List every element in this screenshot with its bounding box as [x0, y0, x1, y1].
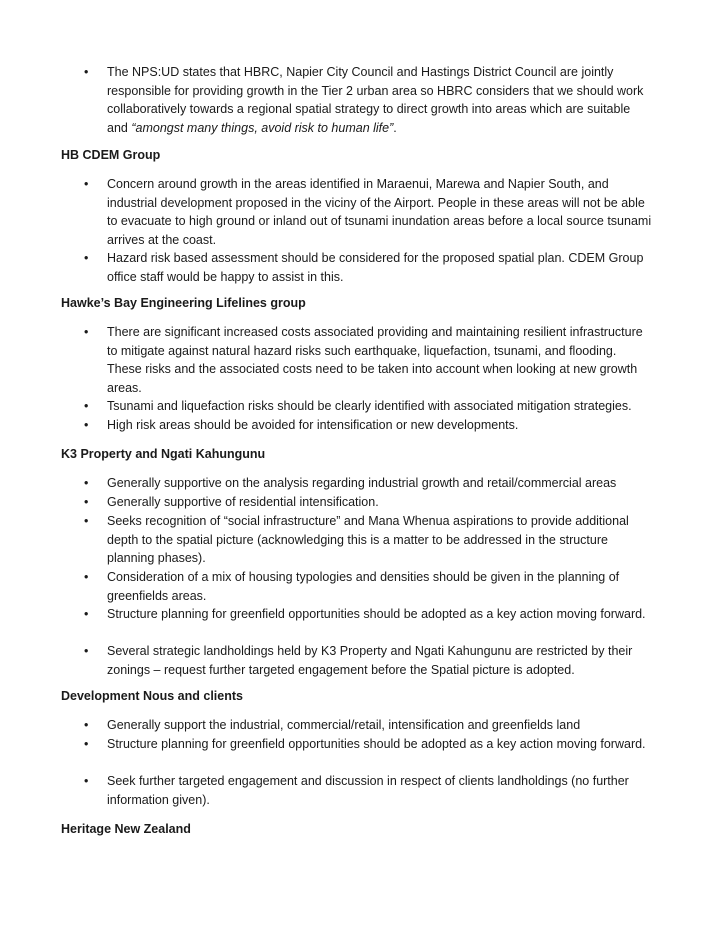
list-item-text: Hazard risk based assessment should be considered for the proposed spatial plan. CDEM Group office staff would be happy to assist in this.	[107, 251, 644, 284]
bullet-icon: •	[84, 418, 89, 432]
bullet-icon: •	[84, 65, 89, 79]
bullet-icon: •	[84, 325, 89, 339]
list-item-text: Generally supportive on the analysis regarding industrial growth and retail/commercial areas	[107, 476, 617, 490]
bullet-icon: •	[84, 644, 89, 658]
bullet-icon: •	[84, 514, 89, 528]
list-item-text: High risk areas should be avoided for intensification or new developments.	[107, 418, 519, 432]
bullet-icon: •	[84, 718, 89, 732]
list-item-text: Generally support the industrial, commercial/retail, intensification and greenfields land	[107, 718, 581, 732]
list-item-text: Several strategic landholdings held by K3 Property and Ngati Kahungunu are restricted by their zonings – request further targeted engagement before the Spatial picture is adopted.	[107, 644, 633, 677]
section-heading: HB CDEM Group	[61, 148, 161, 162]
bullet-icon: •	[84, 774, 89, 788]
list-item-text: Seek further targeted engagement and discussion in respect of clients landholdings (no further information given).	[107, 774, 629, 807]
italic-quote: “amongst many things, avoid risk to human life”	[131, 120, 394, 135]
section-heading: Heritage New Zealand	[61, 822, 191, 836]
bullet-icon: •	[84, 570, 89, 584]
list-item-text: Structure planning for greenfield opportunities should be adopted as a key action moving forward.	[107, 607, 646, 621]
list-item-text: Consideration of a mix of housing typologies and densities should be given in the planning of greenfields areas.	[107, 570, 620, 603]
list-item-text: Concern around growth in the areas identified in Maraenui, Marewa and Napier South, and industrial development proposed in the viciny of the Airport. People in these areas will not be able to evacuate to high ground or inland out of tsunami inundation areas before a local source tsunami arrives at the coast.	[107, 177, 652, 247]
bullet-icon: •	[84, 495, 89, 509]
list-item-text: The NPS:UD states that HBRC, Napier City Council and Hastings District Council are jointly responsible for providing growth in the Tier 2 urban area so HBRC considers that we should work collaboratively towards a regional spatial strategy to direct growth into areas which are suitable and “amongst many things, avoid risk to human life”.	[107, 65, 644, 135]
list-item-text: Seeks recognition of “social infrastructure” and Mana Whenua aspirations to provide additional depth to the spatial picture (acknowledging this is a matter to be addressed in the structure planning phases).	[107, 514, 629, 566]
section-heading: Development Nous and clients	[61, 689, 243, 703]
list-item-text: There are significant increased costs associated providing and maintaining resilient infrastructure to mitigate against natural hazard risks such earthquake, liquefaction, tsunami, and flooding. These risks and the associated costs need to be taken into account when looking at new growth areas.	[107, 325, 643, 395]
bullet-icon: •	[84, 251, 89, 265]
list-item-text: Generally supportive of residential intensification.	[107, 495, 379, 509]
bullet-icon: •	[84, 607, 89, 621]
list-item-text: Tsunami and liquefaction risks should be clearly identified with associated mitigation strategies.	[107, 399, 632, 413]
bullet-icon: •	[84, 399, 89, 413]
bullet-icon: •	[84, 177, 89, 191]
section-heading: K3 Property and Ngati Kahungunu	[61, 447, 266, 461]
list-item-text: Structure planning for greenfield opportunities should be adopted as a key action moving forward.	[107, 737, 646, 751]
bullet-icon: •	[84, 476, 89, 490]
section-heading: Hawke’s Bay Engineering Lifelines group	[61, 296, 306, 310]
bullet-icon: •	[84, 737, 89, 751]
